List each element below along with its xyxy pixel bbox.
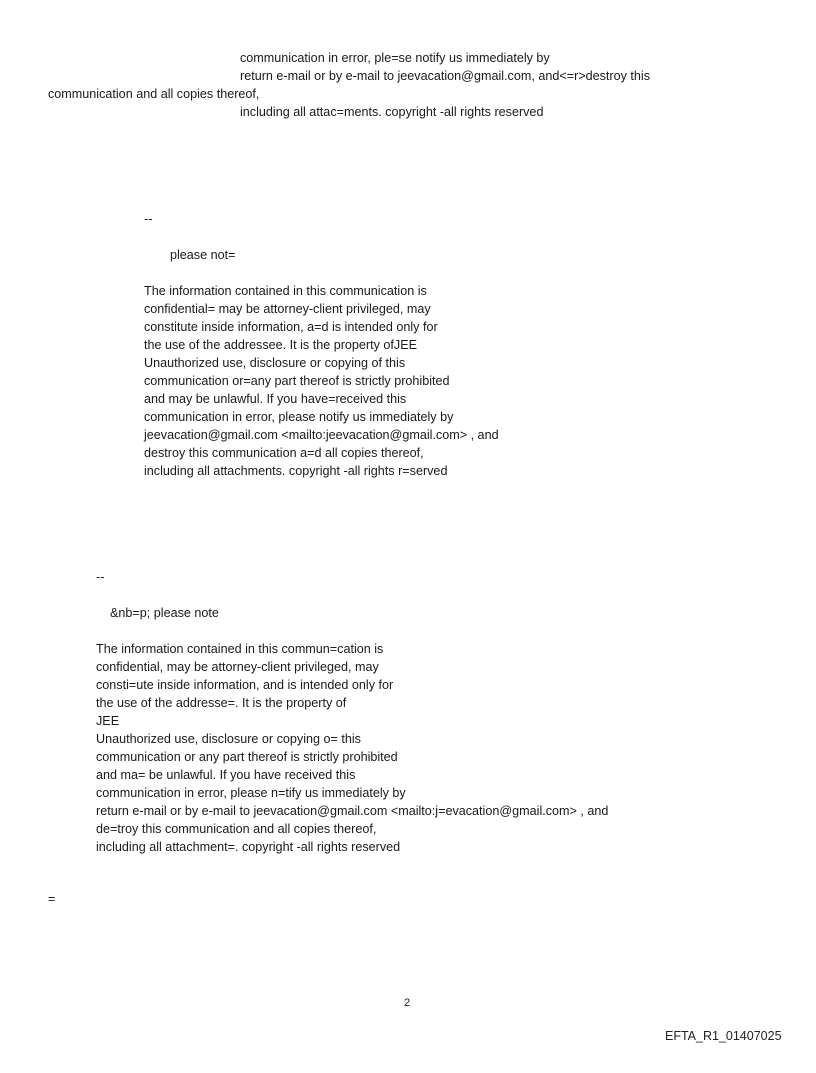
block3-line-3: consti=ute inside information, and is intended only for [96,678,394,692]
block3-line-11: de=troy this communication and all copies thereof, [96,822,377,836]
block2-line-10: destroy this communication a=d all copies thereof, [144,446,424,460]
block2-line-3: constitute inside information, a=d is intended only for [144,320,438,334]
block1-line-4: including all attac=ments. copyright -all rights reserved [240,105,544,119]
block3-line-10: return e-mail or by e-mail to jeevacation@gmail.com <mailto:j=evacation@gmail.com> , and [96,804,609,818]
trailing-mark: = [48,892,56,906]
block2-line-9: jeevacation@gmail.com <mailto:jeevacation@gmail.com> , and [144,428,499,442]
block3-line-6: Unauthorized use, disclosure or copying o= this [96,732,361,746]
block3-line-12: including all attachment=. copyright -all rights reserved [96,840,401,854]
block2-line-5: Unauthorized use, disclosure or copying of this [144,356,406,370]
block1-line-2: return e-mail or by e-mail to jeevacation@gmail.com, and<=r>destroy this [240,69,651,83]
block3-line-1: The information contained in this commun=cation is [96,642,384,656]
block2-line-2: confidential= may be attorney-client privileged, may [144,302,431,316]
block2-separator: -- [144,212,153,226]
page-number: 2 [404,997,411,1009]
block2-line-1: The information contained in this communication is [144,284,427,298]
block2-heading: please not= [170,248,236,262]
block2-line-7: and may be unlawful. If you have=received this [144,392,407,406]
block3-heading: &nb=p; please note [110,606,219,620]
block3-line-7: communication or any part thereof is strictly prohibited [96,750,398,764]
block2-line-11: including all attachments. copyright -all rights r=served [144,464,448,478]
document-id: EFTA_R1_01407025 [665,1029,782,1043]
block2-line-8: communication in error, please notify us immediately by [144,410,454,424]
block1-line-3: communication and all copies thereof, [48,87,260,101]
block3-line-5: JEE [96,714,120,728]
block3-line-4: the use of the addresse=. It is the property of [96,696,347,710]
block2-line-6: communication or=any part thereof is strictly prohibited [144,374,450,388]
block3-line-2: confidential, may be attorney-client privileged, may [96,660,379,674]
block2-line-4: the use of the addressee. It is the property ofJEE [144,338,418,352]
block1-line-1: communication in error, ple=se notify us immediately by [240,51,550,65]
block3-line-9: communication in error, please n=tify us immediately by [96,786,406,800]
block3-separator: -- [96,570,105,584]
block3-line-8: and ma= be unlawful. If you have received this [96,768,356,782]
